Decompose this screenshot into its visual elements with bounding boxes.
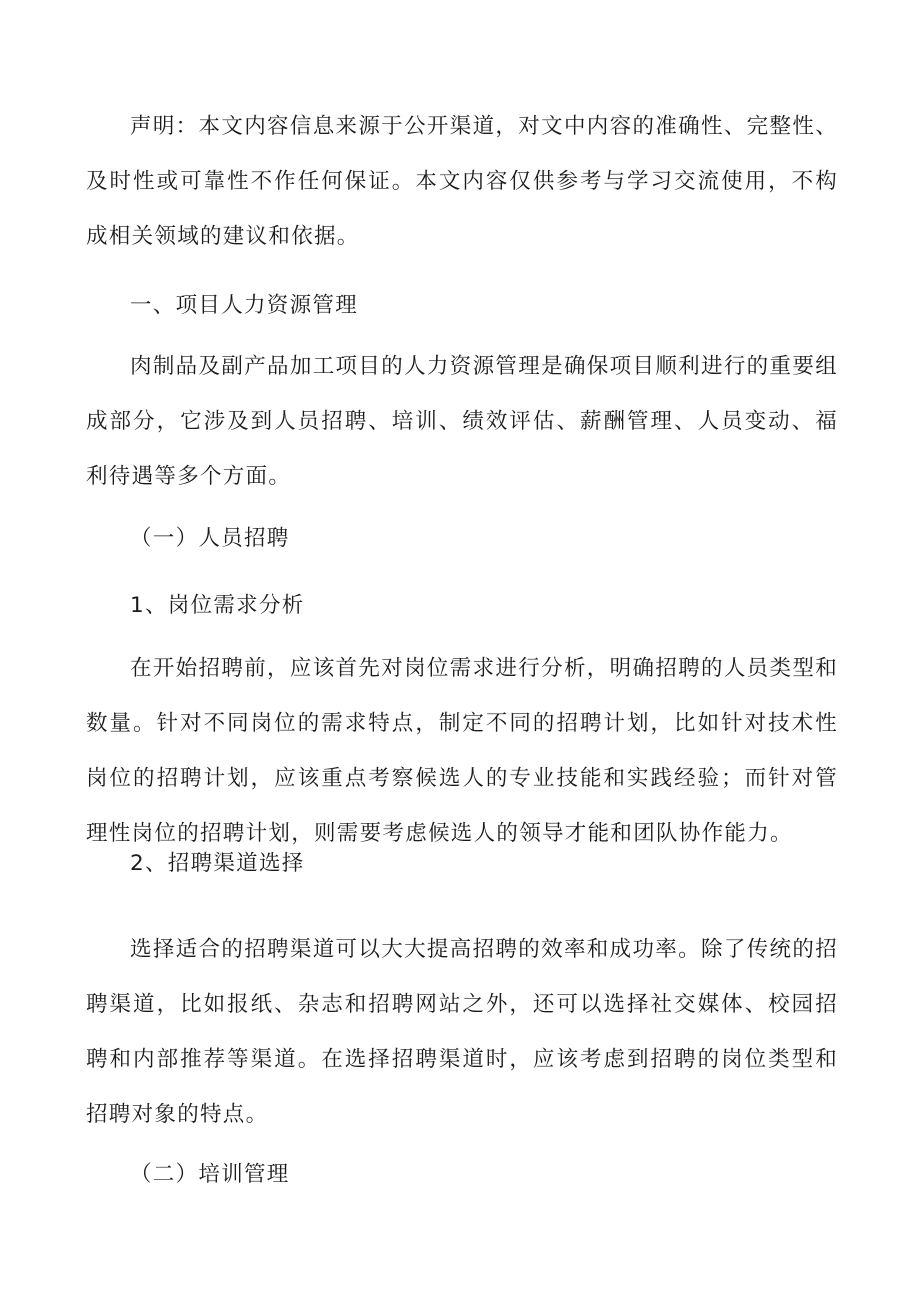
- item-heading-channel-selection: 2、招聘渠道选择: [130, 851, 305, 876]
- subsection-heading-recruitment: （一）人员招聘: [130, 526, 290, 551]
- item-heading-job-analysis: 1、岗位需求分析: [130, 593, 305, 618]
- section-heading: 一、项目人力资源管理: [130, 293, 359, 318]
- subsection-heading-training: （二）培训管理: [130, 1162, 290, 1187]
- disclaimer-paragraph: 声明：本文内容信息来源于公开渠道，对文中内容的准确性、完整性、及时性或可靠性不作任何保证。本文内容仅供参考与学习交流使用，不构成相关领域的建议和依据。: [86, 114, 838, 249]
- job-analysis-paragraph: 在开始招聘前，应该首先对岗位需求进行分析，明确招聘的人员类型和数量。针对不同岗位的需求特点，制定不同的招聘计划，比如针对技术性岗位的招聘计划，应该重点考察候选人的专业技能和实践经验；而针对管理性岗位的招聘计划，则需要考虑候选人的领导才能和团队协作能力。: [86, 656, 838, 846]
- section-intro-paragraph: 肉制品及副产品加工项目的人力资源管理是确保项目顺利进行的重要组成部分，它涉及到人员招聘、培训、绩效评估、薪酬管理、人员变动、福利待遇等多个方面。: [86, 354, 838, 489]
- channel-selection-paragraph: 选择适合的招聘渠道可以大大提高招聘的效率和成功率。除了传统的招聘渠道，比如报纸、杂志和招聘网站之外，还可以选择社交媒体、校园招聘和内部推荐等渠道。在选择招聘渠道时，应该考虑到招聘的岗位类型和招聘对象的特点。: [86, 937, 838, 1127]
